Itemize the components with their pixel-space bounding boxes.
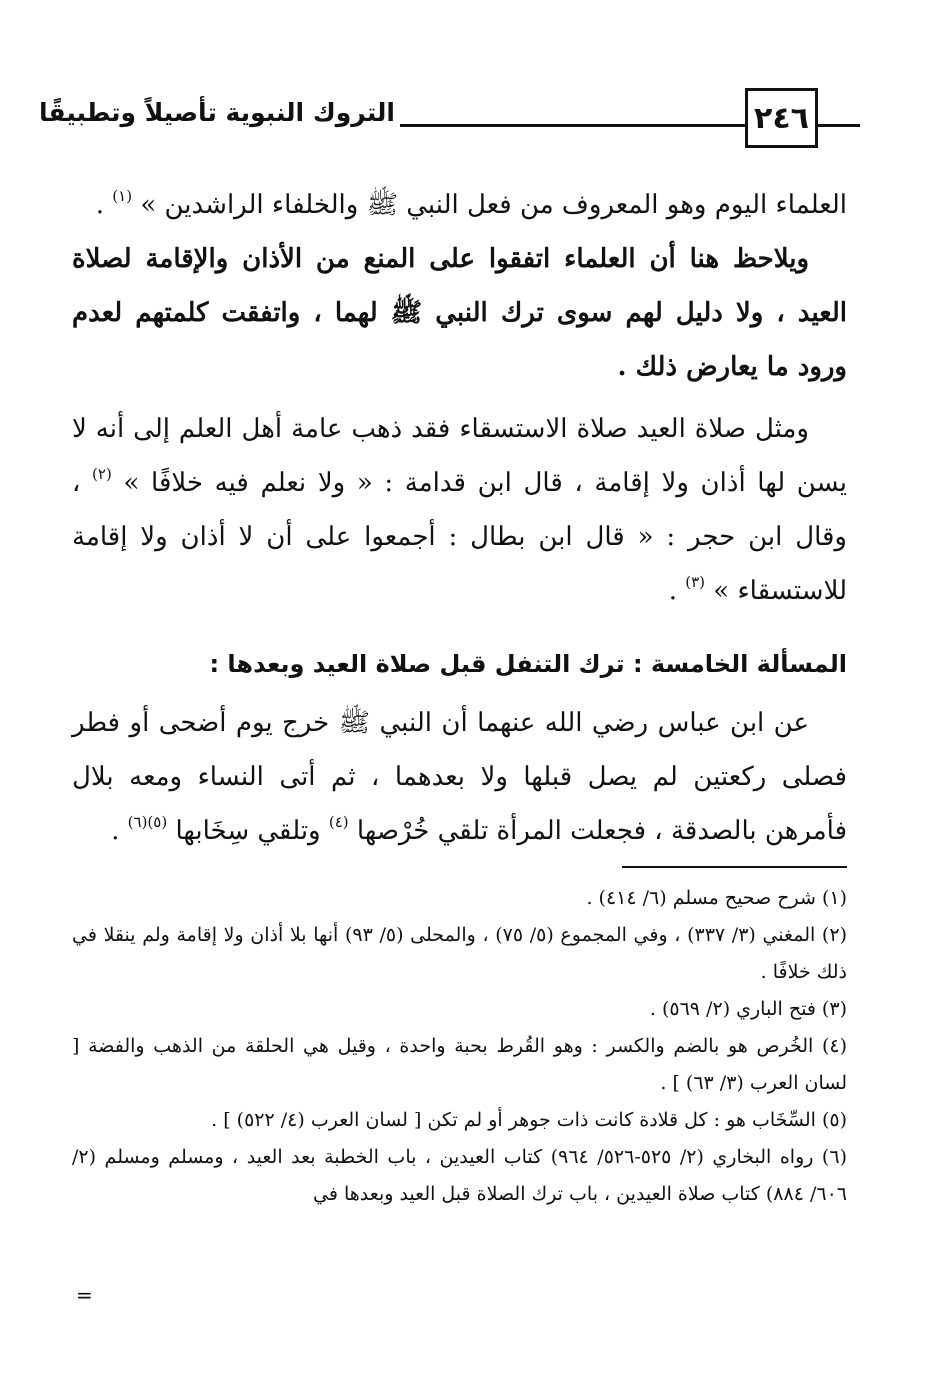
- footnote-ref-4[interactable]: (٤): [328, 813, 349, 832]
- paragraph-4-text-a: عن ابن عباس رضي الله عنهما أن النبي ﷺ خرج يوم أضحى أو فطر فصلى ركعتين لم يصل قبلها ولا بعدهما ، ثم أتى النساء ومعه بلال فأمرهن بالصدقة ، فجعلت المرأة تلقي خُرْصها: [72, 708, 847, 846]
- footnote-ref-3[interactable]: (٣): [685, 573, 705, 592]
- paragraph-3-end: .: [668, 576, 686, 606]
- paragraph-1: [72, 178, 847, 232]
- paragraph-1-text: العلماء اليوم وهو المعروف من فعل النبي ﷺ والخلفاء الراشدين »: [140, 190, 847, 220]
- footnote-5: (٥) السِّخَاب هو : كل قلادة كانت ذات جوهر أو لم تكن [ لسان العرب (٤/ ٥٢٢) ] .: [211, 1109, 847, 1131]
- section-heading: المسألة الخامسة : ترك التنفل قبل صلاة العيد وبعدها :: [209, 650, 847, 678]
- paragraph-1-end: .: [95, 190, 113, 220]
- footnote-ref-1[interactable]: (١): [112, 187, 133, 206]
- paragraph-3-text-b: ، وقال ابن حجر : « قال ابن بطال : أجمعوا على أن لا أذان ولا إقامة للاستسقاء »: [72, 468, 847, 606]
- header-rule-right: [818, 124, 860, 127]
- footnote-separator: [622, 866, 847, 868]
- footnote-ref-2[interactable]: (٢): [92, 465, 112, 484]
- paragraph-3: [72, 402, 847, 618]
- footnote-6: (٦) رواه البخاري (٢/ ٥٢٥-٥٢٦/ ٩٦٤) كتاب العيدين ، باب الخطبة بعد العيد ، ومسلم ومسلم (٢/ ٦٠٦/ ٨٨٤) كتاب صلاة العيدين ، باب ترك الصلاة قبل العيد وبعدها في: [72, 1146, 847, 1205]
- paragraph-4-text-b: وتلقي سِخَابها: [175, 816, 329, 846]
- page-number: ٢٤٦: [745, 88, 818, 148]
- footnotes: [72, 880, 847, 1213]
- paragraph-4-end: .: [111, 816, 128, 846]
- paragraph-4: [72, 696, 847, 858]
- continuation-mark: =: [76, 1283, 93, 1307]
- page-header: [38, 88, 860, 150]
- footnote-2: (٢) المغني (٣/ ٣٣٧) ، وفي المجموع (٥/ ٧٥) ، والمحلى (٥/ ٩٣) أنها بلا أذان ولا إقامة ولم ينقلا في ذلك خلافًا .: [72, 924, 847, 983]
- footnote-3: (٣) فتح الباري (٢/ ٥٦٩) .: [649, 998, 847, 1020]
- paragraph-2: ويلاحظ هنا أن العلماء اتفقوا على المنع من الأذان والإقامة لصلاة العيد ، ولا دليل لهم سوى ترك النبي ﷺ لهما ، واتفقت كلمتهم لعدم ورود ما يعارض ذلك .: [72, 244, 847, 382]
- footnote-1: (١) شرح صحيح مسلم (٦/ ٤١٤) .: [586, 887, 847, 909]
- footnote-ref-5-6[interactable]: (٥)(٦): [127, 813, 168, 832]
- paragraph-3-text-a: ومثل صلاة العيد صلاة الاستسقاء فقد ذهب عامة أهل العلم إلى أنه لا يسن لها أذان ولا إقامة ، قال ابن قدامة : « ولا نعلم فيه خلافًا »: [72, 414, 848, 498]
- running-title: التروك النبوية تأصيلاً وتطبيقًا: [38, 98, 395, 127]
- main-text: [72, 178, 847, 858]
- footnote-4: (٤) الخُرص هو بالضم والكسر : وهو القُرط بحبة واحدة ، وقيل هي الحلقة من الذهب والفضة [ لسان العرب (٣/ ٦٣) ] .: [72, 1035, 847, 1094]
- header-rule-left: [400, 124, 745, 127]
